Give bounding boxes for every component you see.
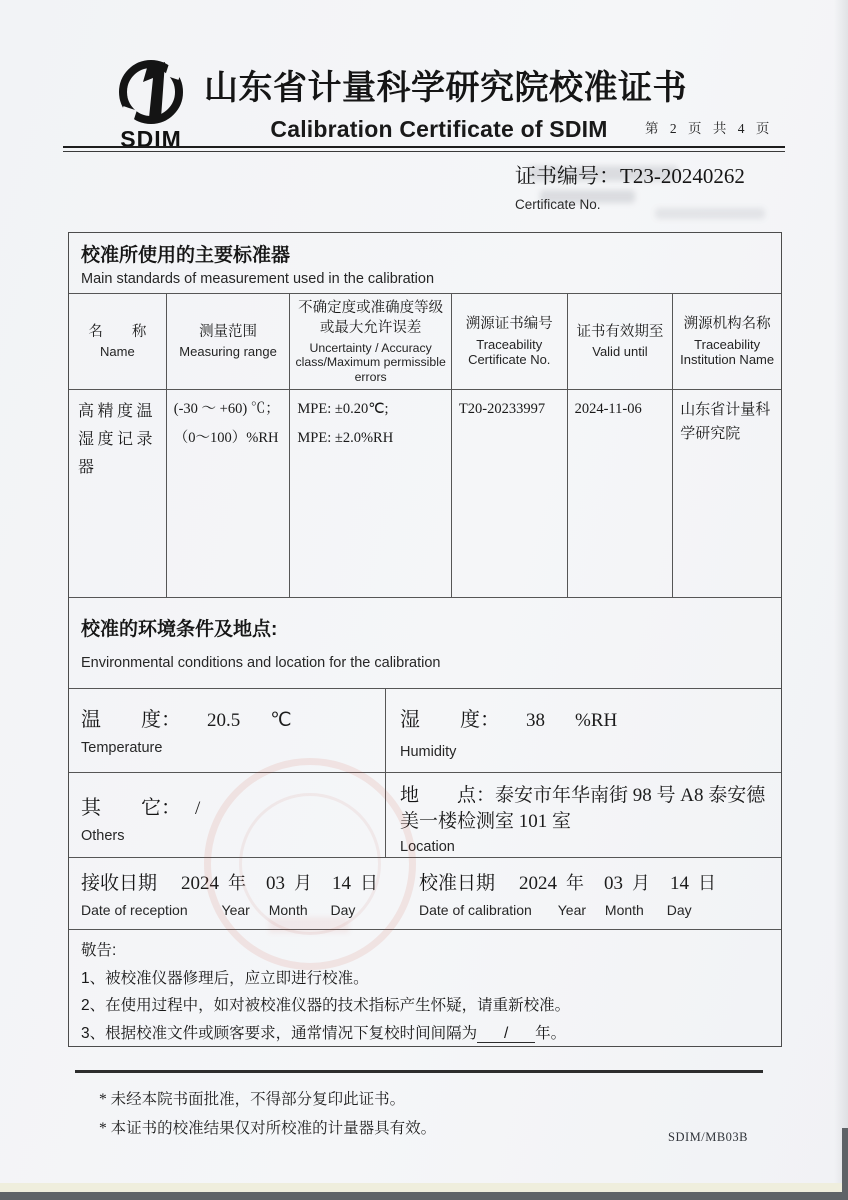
temperature-value: 20.5 bbox=[207, 710, 241, 731]
sdim-logo bbox=[95, 56, 207, 152]
col-header-valid-until bbox=[568, 294, 674, 389]
calibration-day: 14 bbox=[670, 873, 690, 894]
notice-item-2: 2、在使用过程中，如对被校准仪器的技术指标产生怀疑，请重新校准。 bbox=[81, 997, 571, 1015]
notice-item-3 bbox=[81, 1020, 769, 1048]
page-number: 第 2 页 共 4 页 bbox=[645, 121, 774, 136]
col-header-trace-cert-zh: 溯源证书编号 bbox=[465, 316, 553, 333]
scan-edge-shadow bbox=[834, 0, 848, 1200]
reception-year-unit: 年 bbox=[228, 873, 247, 893]
col-header-range-en: Measuring range bbox=[179, 344, 277, 360]
reception-day: 14 bbox=[332, 873, 352, 894]
range-line-2: （0～100）%RH bbox=[173, 430, 279, 447]
form-code: SDIM/MB03B bbox=[668, 1130, 749, 1144]
certificate-number-label-en: Certificate No. bbox=[515, 197, 601, 212]
calibration-month-unit: 月 bbox=[632, 873, 651, 893]
footer-note-2: * 本证书的校准结果仅对所校准的计量器具有效。 bbox=[99, 1119, 437, 1137]
location-label-en: Location bbox=[400, 839, 455, 856]
notice-section bbox=[69, 930, 781, 1046]
humidity-value: 38 bbox=[526, 710, 545, 731]
header-title-block bbox=[204, 60, 687, 143]
certificate-body bbox=[68, 232, 782, 1047]
standards-title-en: Main standards of measurement used in the calibration bbox=[81, 271, 435, 287]
humidity-unit: %RH bbox=[575, 710, 618, 731]
cell-standard-name: 高精度温湿度记录器 bbox=[69, 390, 167, 597]
others-location-row bbox=[69, 773, 781, 858]
col-header-trace-cert-en: Traceability Certificate No. bbox=[468, 336, 551, 367]
temperature-field bbox=[69, 689, 386, 772]
others-label-zh: 其 它： bbox=[81, 797, 181, 819]
sdim-logo-text: SDIM bbox=[120, 126, 182, 152]
header-double-rule bbox=[63, 146, 785, 152]
temperature-label-zh: 温 度： bbox=[81, 709, 181, 731]
environment-title-zh: 校准的环境条件及地点: bbox=[81, 619, 278, 640]
col-header-institution bbox=[673, 294, 781, 389]
col-header-institution-zh: 溯源机构名称 bbox=[683, 316, 771, 333]
footer-notes bbox=[99, 1086, 436, 1143]
location-value: 泰安市年华南街 98 号 A8 泰安德美一楼检测室 101 室 bbox=[400, 785, 766, 832]
others-field bbox=[69, 773, 386, 857]
col-header-name-en: Name bbox=[100, 344, 135, 360]
calibration-date-label-en: Date of calibration bbox=[419, 902, 532, 918]
mpe-line-2: MPE: ±2.0%RH bbox=[297, 430, 394, 447]
col-header-institution-en: Traceability Institution Name bbox=[680, 336, 775, 367]
reception-month: 03 bbox=[266, 873, 286, 894]
humidity-label-zh: 湿 度： bbox=[400, 709, 500, 731]
recal-interval-blank: / bbox=[477, 1025, 535, 1043]
col-header-valid-until-zh: 证书有效期至 bbox=[576, 323, 664, 340]
others-label-en: Others bbox=[81, 828, 125, 844]
calibration-month: 03 bbox=[604, 873, 624, 894]
calibration-year-unit: 年 bbox=[566, 873, 585, 893]
col-header-range bbox=[167, 294, 291, 389]
col-header-uncertainty-zh: 不确定度或准确度等级或最大允许误差 bbox=[298, 300, 444, 336]
certificate-number-value: T23-20240262 bbox=[620, 164, 745, 188]
calibration-day-unit: 日 bbox=[698, 873, 717, 893]
certificate-number-line bbox=[515, 160, 745, 190]
sdim-logo-mark-icon bbox=[109, 56, 193, 130]
cell-mpe bbox=[290, 390, 452, 597]
temperature-unit: ℃ bbox=[270, 710, 292, 731]
temperature-label-en: Temperature bbox=[81, 740, 163, 756]
cell-institution: 山东省计量科学研究院 bbox=[680, 402, 771, 442]
environment-title-en: Environmental conditions and location for the calibration bbox=[81, 655, 441, 671]
col-header-name bbox=[69, 294, 167, 389]
reception-month-unit: 月 bbox=[294, 873, 313, 893]
title-en: Calibration Certificate of SDIM bbox=[270, 116, 608, 142]
calibration-date-field bbox=[419, 868, 716, 929]
notice-item-3-prefix: 3、根据校准文件或顾客要求，通常情况下复校时间间隔为 bbox=[81, 1024, 478, 1042]
title-zh: 山东省计量科学研究院校准证书 bbox=[204, 70, 687, 107]
col-header-valid-until-en: Valid until bbox=[592, 344, 648, 360]
calibration-year: 2024 bbox=[519, 873, 558, 894]
location-label-zh: 地 点： bbox=[400, 785, 496, 806]
range-line-1: (-30 ～ +60) ℃； bbox=[173, 401, 280, 417]
certificate-number-label-zh: 证书编号： bbox=[515, 164, 620, 188]
reception-year: 2024 bbox=[181, 873, 220, 894]
col-header-uncertainty bbox=[290, 294, 452, 389]
standards-table-data-row bbox=[69, 390, 781, 598]
certificate-number-block bbox=[515, 160, 745, 212]
reception-year-label-en: Year bbox=[221, 902, 250, 918]
col-header-name-zh: 名 称 bbox=[88, 323, 147, 340]
cell-measuring-range bbox=[167, 390, 291, 597]
reception-day-unit: 日 bbox=[360, 873, 379, 893]
reception-date-label-zh: 接收日期 bbox=[81, 873, 158, 894]
cell-valid-until: 2024-11-06 bbox=[568, 390, 674, 597]
reception-month-label-en: Month bbox=[268, 902, 308, 918]
col-header-uncertainty-en: Uncertainty / Accuracy class/Maximum permissible errors bbox=[295, 341, 446, 384]
cell-trace-cert-no: T20-20233997 bbox=[452, 390, 568, 597]
col-header-trace-cert bbox=[452, 294, 568, 389]
standards-title-zh: 校准所使用的主要标准器 bbox=[81, 245, 291, 266]
standards-section-header bbox=[69, 233, 781, 294]
reception-date-label-en: Date of reception bbox=[81, 902, 188, 918]
mpe-line-1: MPE: ±0.20℃; bbox=[297, 401, 389, 417]
col-header-range-zh: 测量范围 bbox=[199, 323, 258, 340]
calibration-date-label-zh: 校准日期 bbox=[419, 873, 496, 894]
reception-date-field bbox=[81, 868, 419, 929]
scan-bottom-strip-dark bbox=[0, 1192, 848, 1200]
humidity-field bbox=[386, 689, 781, 772]
notice-title: 敬告: bbox=[81, 942, 117, 959]
scan-right-sliver bbox=[842, 1128, 848, 1200]
temperature-humidity-row bbox=[69, 689, 781, 773]
dates-row bbox=[69, 858, 781, 930]
calibration-month-label-en: Month bbox=[604, 902, 644, 918]
environment-section-header bbox=[69, 598, 781, 689]
notice-item-1: 1、被校准仪器修理后，应立即进行校准。 bbox=[81, 969, 369, 987]
standards-table-header-row bbox=[69, 294, 781, 390]
humidity-label-en: Humidity bbox=[400, 744, 457, 760]
calibration-day-label-en: Day bbox=[666, 902, 692, 918]
others-value: / bbox=[195, 798, 201, 819]
footer-note-1: * 未经本院书面批准，不得部分复印此证书。 bbox=[99, 1091, 406, 1108]
reception-day-label-en: Day bbox=[330, 902, 356, 918]
calibration-year-label-en: Year bbox=[557, 902, 587, 918]
footer-rule bbox=[75, 1070, 763, 1073]
notice-item-3-suffix: 年。 bbox=[535, 1024, 567, 1042]
location-field bbox=[386, 773, 781, 857]
